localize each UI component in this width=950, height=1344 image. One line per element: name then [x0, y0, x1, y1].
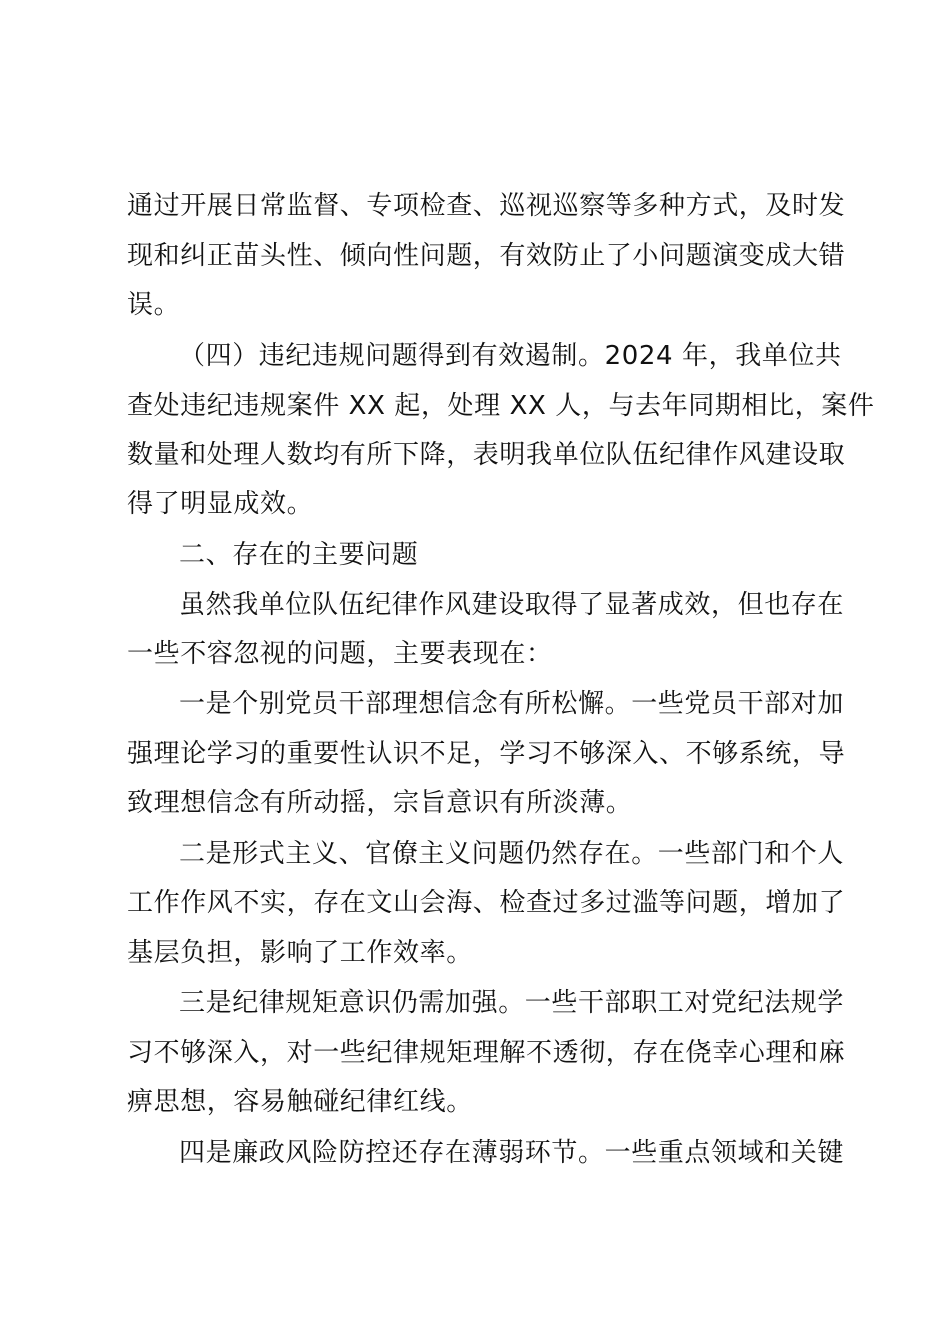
paragraph-3-line-2: 一些不容忽视的问题，主要表现在： — [127, 639, 553, 669]
paragraph-4-line-3: 致理想信念有所动摇，宗旨意识有所淡薄。 — [127, 788, 633, 818]
paragraph-3-line-1: 虽然我单位队伍纪律作风建设取得了显著成效，但也存在 — [179, 590, 845, 620]
paragraph-6-line-1: 三是纪律规矩意识仍需加强。一些干部职工对党纪法规学 — [179, 988, 845, 1018]
paragraph-5-line-1: 二是形式主义、官僚主义问题仍然存在。一些部门和个人 — [179, 839, 845, 869]
section-heading: 二、存在的主要问题 — [179, 540, 419, 570]
paragraph-7-line-1: 四是廉政风险防控还存在薄弱环节。一些重点领域和关键 — [179, 1138, 845, 1168]
paragraph-2-line-2: 查处违纪违规案件 XX 起，处理 XX 人，与去年同期相比，案件 — [127, 391, 875, 421]
paragraph-6-line-2: 习不够深入，对一些纪律规矩理解不透彻，存在侥幸心理和麻 — [127, 1038, 846, 1068]
paragraph-5-line-3: 基层负担，影响了工作效率。 — [127, 938, 473, 968]
paragraph-5-line-2: 工作作风不实，存在文山会海、检查过多过滥等问题，增加了 — [127, 888, 846, 918]
paragraph-1-line-1: 通过开展日常监督、专项检查、巡视巡察等多种方式，及时发 — [127, 191, 846, 221]
paragraph-2-line-3: 数量和处理人数均有所下降，表明我单位队伍纪律作风建设取 — [127, 440, 846, 470]
paragraph-4-line-1: 一是个别党员干部理想信念有所松懈。一些党员干部对加 — [179, 689, 845, 719]
paragraph-6-line-3: 痹思想，容易触碰纪律红线。 — [127, 1087, 473, 1117]
paragraph-4-line-2: 强理论学习的重要性认识不足，学习不够深入、不够系统，导 — [127, 739, 846, 769]
paragraph-1-line-3: 误。 — [127, 290, 181, 320]
paragraph-2-line-4: 得了明显成效。 — [127, 489, 314, 519]
paragraph-1-line-2: 现和纠正苗头性、倾向性问题，有效防止了小问题演变成大错 — [127, 241, 846, 271]
paragraph-2-line-1: （四）违纪违规问题得到有效遏制。2024 年，我单位共 — [179, 341, 842, 371]
